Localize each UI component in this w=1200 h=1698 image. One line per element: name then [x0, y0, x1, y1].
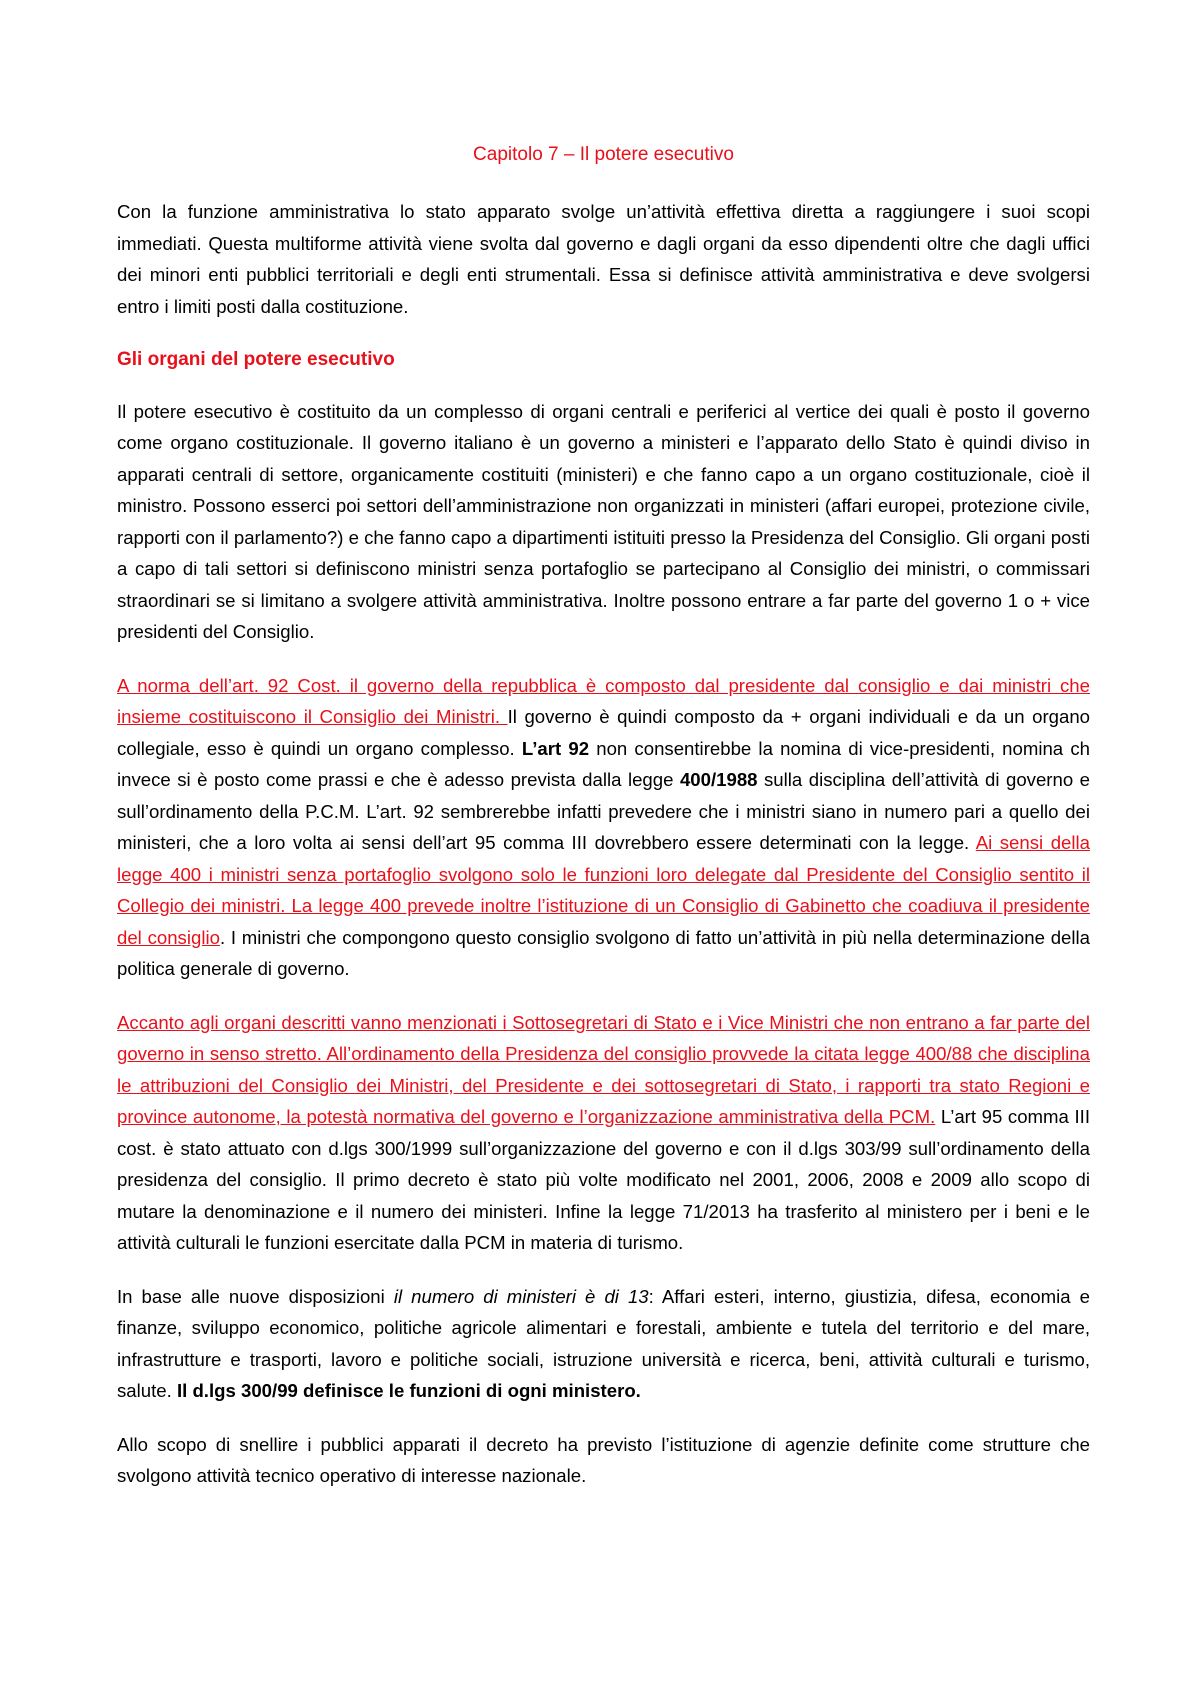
bold-text: L’art 92 — [521, 737, 590, 759]
paragraph-art92 — [117, 670, 1090, 985]
body-text: Il governo è quindi composto da + organi individuali e da un organo collegiale, esso è quindi un organo complesso. — [117, 706, 1091, 759]
body-text: non consentirebbe la nomina di vice-presidenti, nomina ch invece si è posto come prassi e che è adesso prevista dalla legge — [117, 737, 1090, 790]
paragraph-agenzie: Allo scopo di snellire i pubblici apparati il decreto ha previsto l’istituzione di agenzie definite come strutture che svolgono attività tecnico operativo di interesse nazionale. — [117, 1433, 1090, 1486]
page-title: Capitolo 7 – Il potere esecutivo — [473, 144, 734, 165]
document-body — [117, 140, 1090, 1514]
italic-text: il numero di ministeri è di 13 — [393, 1285, 649, 1307]
bold-text: Il d.lgs 300/99 definisce le funzioni di ogni ministero. — [176, 1380, 641, 1401]
section-heading: Gli organi del potere esecutivo — [117, 349, 395, 370]
highlighted-text: Ai sensi della legge 400 i ministri senza portafoglio svolgono solo le funzioni loro delegate dal Presidente del Consiglio sentito il Collegio dei ministri. La legge 400 prevede inoltre l’istituzione di un Consiglio di Gabinetto che coadiuva il presidente del consiglio — [117, 832, 1090, 948]
body-text: : Affari esteri, interno, giustizia, difesa, economia e finanze, sviluppo economico, politiche agricole alimentari e forestali, ambiente e tutela del territorio e del mare, infrastrutture e trasporti, lavoro e politiche sociali, istruzione università e ricerca, beni, attività culturali e turismo, salute. — [117, 1285, 1090, 1401]
paragraph-ministeri — [117, 1281, 1090, 1407]
paragraph-organi: Il potere esecutivo è costituito da un complesso di organi centrali e periferici al vertice dei quali è posto il governo come organo costituzionale. Il governo italiano è un governo a ministeri e l’apparato dello Stato è quindi diviso in apparati centrali di settore, organicamente costituiti (ministeri) e che fanno capo a un organo costituzionale, cioè il ministro. Possono esserci poi settori dell’amministrazione non organizzati in ministeri (affari europei, protezione civile, rapporti con il parlamento?) e che fanno capo a dipartimenti istituiti presso la Presidenza del Consiglio. Gli organi posti a capo di tali settori si definiscono ministri senza portafoglio se partecipano al Consiglio dei ministri, o commissari straordinari se si limitano a svolgere attività amministrativa. Inoltre possono entrare a far parte del governo 1 o + vice presidenti del Consiglio. — [117, 400, 1090, 642]
paragraph-sottosegretari — [117, 1007, 1090, 1259]
body-text: . I ministri che compongono questo consiglio svolgono di fatto un’attività in più nella determinazione della politica generale di governo. — [117, 926, 1090, 979]
body-text: In base alle nuove disposizioni — [117, 1285, 394, 1307]
bold-text: 400/1988 — [679, 769, 758, 790]
body-text: L’art 95 comma III cost. è stato attuato con d.lgs 300/1999 sull’organizzazione del governo e con il d.lgs 303/99 sull’ordinamento della presidenza del consiglio. Il primo decreto è stato più volte modificato nel 2001, 2006, 2008 e 2009 allo scopo di mutare la denominazione e il numero dei ministeri. Infine la legge 71/2013 ha trasferito al ministero per i beni e le attività culturali le funzioni esercitate dalla PCM in materia di turismo. — [117, 1106, 1090, 1253]
highlighted-text: Accanto agli organi descritti vanno menzionati i Sottosegretari di Stato e i Vice Ministri che non entrano a far parte del governo in senso stretto. All’ordinamento della Presidenza del consiglio provvede la citata legge 400/88 che disciplina le attribuzioni del Consiglio dei Ministri, del Presidente e dei sottosegretari di Stato, i rapporti tra stato Regioni e province autonome, la potestà normativa del governo e l’organizzazione amministrativa della PCM. — [117, 1011, 1090, 1127]
body-text: sulla disciplina dell’attività di governo e sull’ordinamento della P.C.M. L’art. 92 sembrerebbe infatti prevedere che i ministri siano in numero pari a quello dei ministeri, che a loro volta ai sensi dell’art 95 comma III dovrebbero essere determinati con la legge. — [117, 769, 1090, 853]
highlighted-text: A norma dell’art. 92 Cost. il governo della repubblica è composto dal presidente dal consiglio e dai ministri che insieme costituiscono il Consiglio dei Ministri. — [117, 674, 1090, 727]
paragraph-intro: Con la funzione amministrativa lo stato apparato svolge un’attività effettiva diretta a raggiungere i suoi scopi immediati. Questa multiforme attività viene svolta dal governo e dagli organi da esso dipendenti oltre che dagli uffici dei minori enti pubblici territoriali e degli enti strumentali. Essa si definisce attività amministrativa e deve svolgersi entro i limiti posti dalla costituzione. — [117, 201, 1090, 317]
